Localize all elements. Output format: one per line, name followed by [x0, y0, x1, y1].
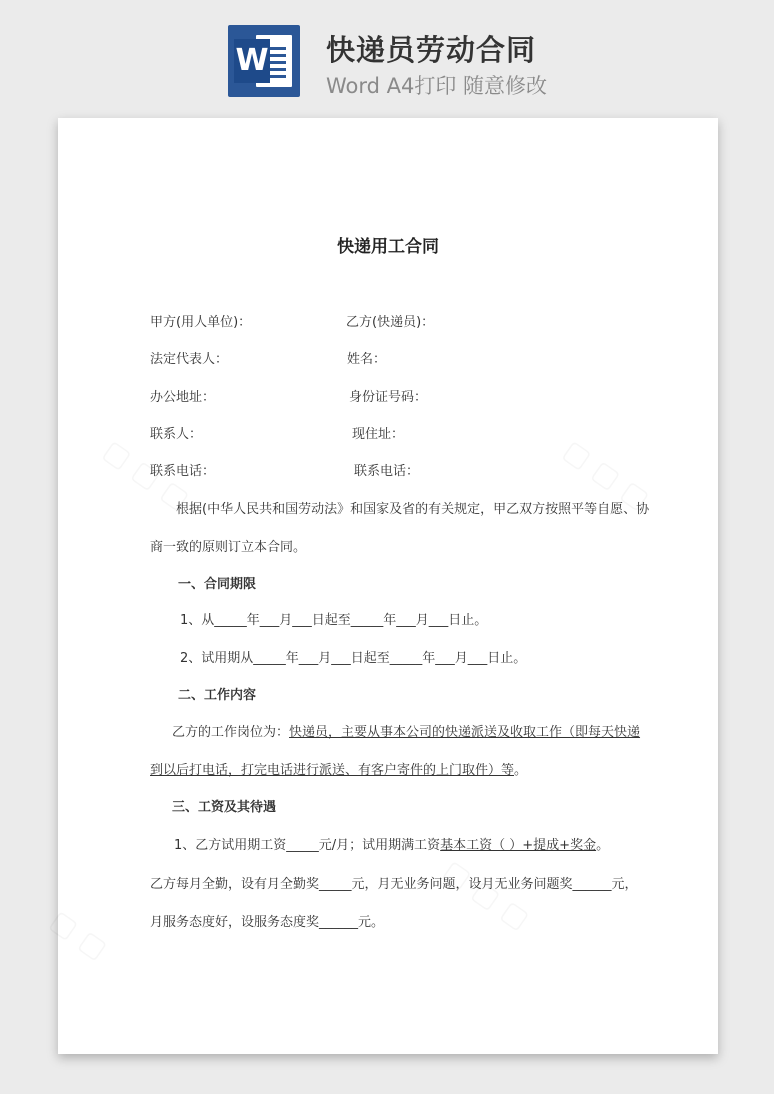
section-3-line-3: 月服务态度好，设服务态度奖______元。: [150, 915, 385, 930]
intro-line-1: 根据(中华人民共和国劳动法》和国家及省的有关规定，甲乙双方按照平等自愿、协: [176, 502, 650, 517]
section-2-heading: 二、工作内容: [178, 688, 257, 703]
section-2-line-2: [150, 759, 527, 778]
watermark-pattern: [437, 853, 536, 936]
section-2-line-1: [172, 721, 640, 740]
section-3-heading: 三、工资及其待遇: [172, 800, 277, 815]
party-a-unit-label: 甲方(用人单位)：: [150, 315, 252, 330]
office-address-label: 办公地址：: [150, 390, 216, 405]
section-1-item-1: 1、从_____年___月___日起至_____年___月___日止。: [180, 613, 488, 628]
intro-line-2: 商一致的原则订立本合同。: [150, 540, 307, 555]
section-3-item-1-end: 。: [596, 838, 610, 853]
id-number-label: 身份证号码：: [349, 390, 428, 405]
job-description-part-1: 快递员，主要从事本公司的快递派送及收取工作（即每天快递: [289, 725, 641, 740]
name-label: 姓名：: [347, 352, 387, 367]
word-icon: [228, 25, 300, 97]
salary-structure-text: 基本工资（ ）+提成+奖金: [440, 838, 597, 853]
document-page: [58, 118, 718, 1054]
banner-title: 快递员劳动合同: [326, 33, 537, 67]
job-description-end: 。: [514, 763, 528, 778]
section-3-line-2: 乙方每月全勤，设有月全勤奖_____元，月无业务问题，设月无业务问题奖______元，: [150, 877, 638, 892]
document-title: 快递用工合同: [337, 237, 439, 257]
current-address-label: 现住址：: [352, 427, 405, 442]
party-b-courier-label: 乙方(快递员)：: [346, 315, 435, 330]
banner-subtitle: Word A4打印 随意修改: [326, 74, 548, 98]
section-3-item-1: [174, 834, 609, 853]
job-description-part-2: 到以后打电话，打完电话进行派送、有客户寄件的上门取件）等: [150, 763, 515, 778]
probation-salary-text: 1、乙方试用期工资_____元/月；试用期满工资: [174, 838, 441, 853]
party-a-phone-label: 联系电话：: [150, 464, 216, 479]
contact-person-label: 联系人：: [150, 427, 203, 442]
party-b-phone-label: 联系电话：: [354, 464, 420, 479]
watermark-pattern: [44, 903, 114, 965]
section-1-heading: 一、合同期限: [178, 577, 257, 592]
legal-representative-label: 法定代表人：: [150, 352, 229, 367]
word-letter: W: [234, 39, 270, 83]
banner: [0, 0, 774, 110]
job-position-label: 乙方的工作岗位为：: [172, 725, 290, 740]
section-1-item-2: 2、试用期从_____年___月___日起至_____年___月___日止。: [180, 651, 527, 666]
